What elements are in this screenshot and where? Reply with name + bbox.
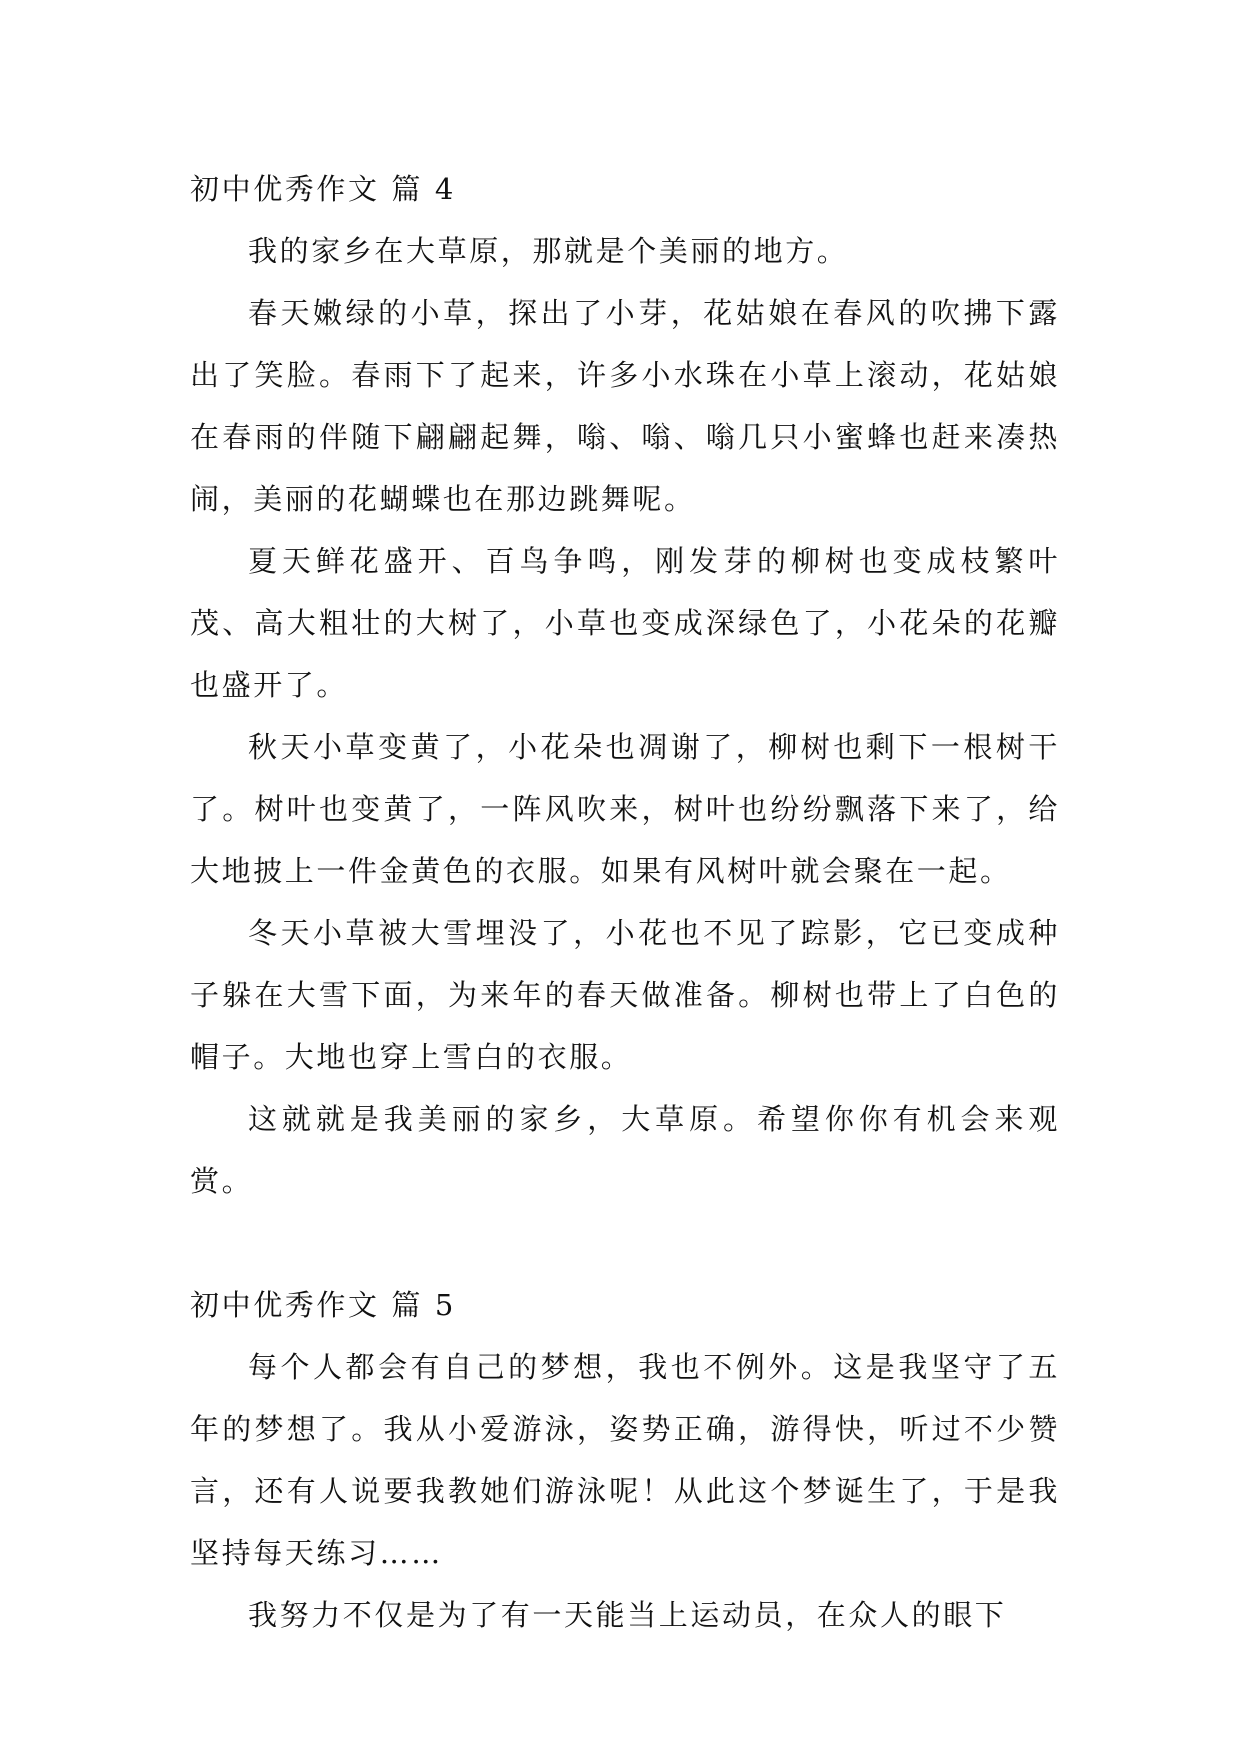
paragraph: 我的家乡在大草原，那就是个美丽的地方。 xyxy=(248,234,849,268)
essay-section-5 xyxy=(190,1274,1060,1646)
paragraph: 每个人都会有自己的梦想，我也不例外。这是我坚守了五年的梦想了。我从小爱游泳，姿势正确，游得快，听过不少赞言，还有人说要我教她们游泳呢！从此这个梦诞生了，于是我坚持每天练习…… xyxy=(190,1350,1060,1570)
section-title: 初中优秀作文 篇 4 xyxy=(190,172,456,206)
paragraph: 春天嫩绿的小草，探出了小芽，花姑娘在春风的吹拂下露出了笑脸。春雨下了起来，许多小水珠在小草上滚动，花姑娘在春雨的伴随下翩翩起舞，嗡、嗡、嗡几只小蜜蜂也赶来凑热闹，美丽的花蝴蝶也在那边跳舞呢。 xyxy=(190,296,1060,516)
paragraph: 秋天小草变黄了，小花朵也凋谢了，柳树也剩下一根树干了。树叶也变黄了，一阵风吹来，树叶也纷纷飘落下来了，给大地披上一件金黄色的衣服。如果有风树叶就会聚在一起。 xyxy=(190,730,1060,888)
paragraph: 我努力不仅是为了有一天能当上运动员，在众人的眼下 xyxy=(248,1598,1007,1632)
essay-section-4 xyxy=(190,158,1060,1212)
paragraph: 夏天鲜花盛开、百鸟争鸣，刚发芽的柳树也变成枝繁叶茂、高大粗壮的大树了，小草也变成深绿色了，小花朵的花瓣也盛开了。 xyxy=(190,544,1060,702)
section-title: 初中优秀作文 篇 5 xyxy=(190,1288,456,1322)
document-body xyxy=(190,158,1060,1646)
paragraph: 这就就是我美丽的家乡，大草原。希望你你有机会来观赏。 xyxy=(190,1102,1060,1198)
paragraph: 冬天小草被大雪埋没了，小花也不见了踪影，它已变成种子躲在大雪下面，为来年的春天做准备。柳树也带上了白色的帽子。大地也穿上雪白的衣服。 xyxy=(190,916,1060,1074)
